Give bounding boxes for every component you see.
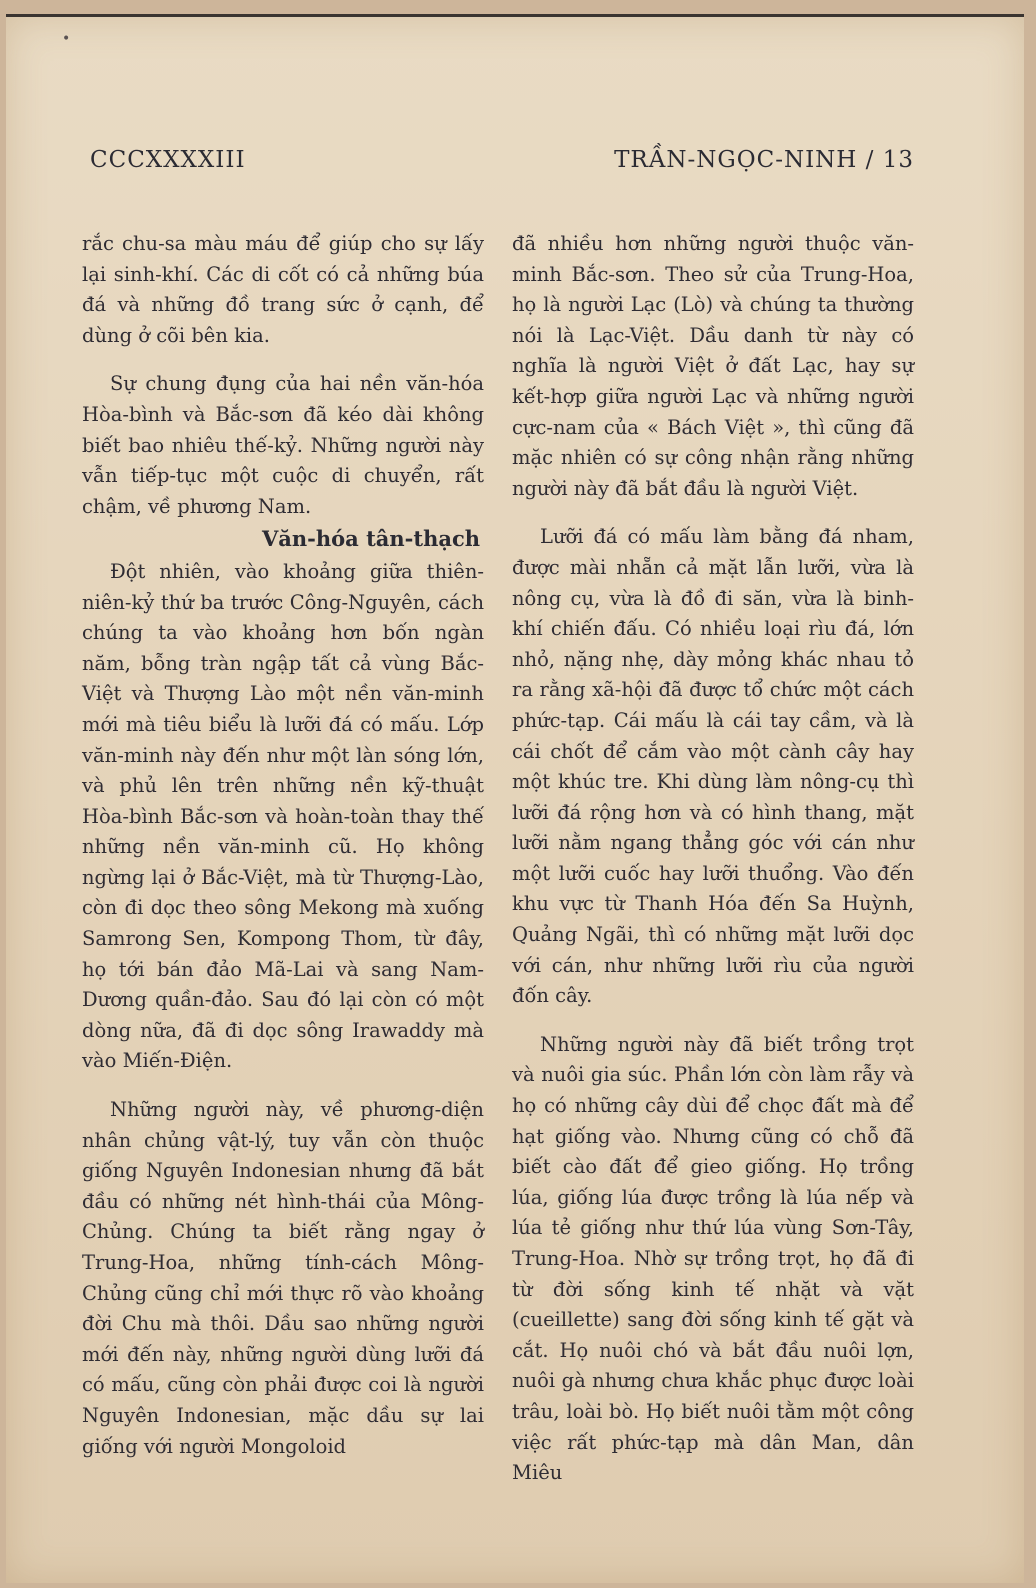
left-column (82, 229, 484, 1462)
ink-speck: • (62, 31, 71, 47)
section-heading: Văn-hóa tân-thạch (262, 526, 480, 552)
running-header (90, 147, 914, 173)
paragraph: Lưỡi đá có mấu làm bằng đá nham, được mài nhẵn cả mặt lẫn lưỡi, vừa là nông cụ, vừa là đồ đi săn, vừa là binh-khí chiến đấu. Có nhiều loại rìu đá, lớn nhỏ, nặng nhẹ, dày mỏng khác nhau tỏ ra rằng xã-hội đã được tổ chức một cách phức-tạp. Cái mấu là cái tay cầm, và là cái chốt để cắm vào một cành cây hay một khúc tre. Khi dùng làm nông-cụ thì lưỡi đá rộng hơn và có hình thang, mặt lưỡi nằm ngang thẳng góc với cán như một lưỡi cuốc hay lưỡi thuổng. Vào đến khu vực từ Thanh Hóa đến Sa Huỳnh, Quảng Ngãi, thì có những mặt lưỡi dọc với cán, như những lưỡi rìu của người đốn cây. (512, 525, 914, 1008)
paragraph: Những người này đã biết trồng trọt và nuôi gia súc. Phần lớn còn làm rẫy và họ có những cây dùi để chọc đất mà để hạt giống vào. Nhưng cũng có chỗ đã biết cào đất để gieo giống. Họ trồng lúa, giống lúa được trồng là lúa nếp và lúa tẻ giống như thứ lúa vùng Sơn-Tây, Trung-Hoa. Nhờ sự trồng trọt, họ đã đi từ đời sống kinh tế nhặt và vặt (cueillette) sang đời sống kinh tế gặt và cắt. Họ nuôi chó và bắt đầu nuôi lợn, nuôi gà nhưng chưa khắc phục được loài trâu, loài bò. Họ biết nuôi tằm một công việc rất phức-tạp mà dân Man, dân Miêu (512, 1032, 914, 1485)
right-column (512, 229, 914, 1489)
paragraph: Những người này, về phương-diện nhân chủng vật-lý, tuy vẫn còn thuộc giống Nguyên Indonesian nhưng đã bắt đầu có những nét hình-thái của Mông-Chủng. Chúng ta biết rằng ngay ở Trung-Hoa, những tính-cách Mông-Chủng cũng chỉ mới thực rõ vào khoảng đời Chu mà thôi. Dầu sao những người mới đến này, những người dùng lưỡi đá có mấu, cũng còn phải được coi là người Nguyên Indonesian, mặc dầu sự lai giống với người Mongoloid (82, 1098, 484, 1458)
paragraph: đã nhiều hơn những người thuộc văn-minh Bắc-sơn. Theo sử của Trung-Hoa, họ là người Lạc (Lò) và chúng ta thường nói là Lạc-Việt. Dầu danh từ này có nghĩa là người Việt ở đất Lạc, hay sự kết-hợp giữa người Lạc và những người cực-nam của « Bách Việt », thì cũng đã mặc nhiên có sự công nhận rằng những người này đã bắt đầu là người Việt. (512, 232, 914, 500)
book-page (6, 14, 1024, 1583)
paragraph: rắc chu-sa màu máu để giúp cho sự lấy lại sinh-khí. Các di cốt có cả những búa đá và những đồ trang sức ở cạnh, để dùng ở cõi bên kia. (82, 232, 484, 347)
paragraph: Sự chung đụng của hai nền văn-hóa Hòa-bình và Bắc-sơn đã kéo dài không biết bao nhiêu thế-kỷ. Những người này vẫn tiếp-tục một cuộc di chuyển, rất chậm, về phương Nam. (82, 372, 484, 518)
header-right-author-page: TRẦN-NGỌC-NINH / 13 (614, 147, 914, 173)
header-left-numeral: CCCXXXXIII (90, 147, 246, 173)
paragraph: Đột nhiên, vào khoảng giữa thiên-niên-kỷ thứ ba trước Công-Nguyên, cách chúng ta vào khoảng hơn bốn ngàn năm, bỗng tràn ngập tất cả vùng Bắc-Việt và Thượng Lào một nền văn-minh mới mà tiêu biểu là lưỡi đá có mấu. Lớp văn-minh này đến như một làn sóng lớn, và phủ lên trên những nền kỹ-thuật Hòa-bình Bắc-sơn và hoàn-toàn thay thế những nền văn-minh cũ. Họ không ngừng lại ở Bắc-Việt, mà từ Thượng-Lào, còn đi dọc theo sông Mekong mà xuống Samrong Sen, Kompong Thom, từ đây, họ tới bán đảo Mã-Lai và sang Nam-Dương quần-đảo. Sau đó lại còn có một dòng nữa, đã đi dọc sông Irawaddy mà vào Miến-Điện. (82, 559, 484, 1073)
